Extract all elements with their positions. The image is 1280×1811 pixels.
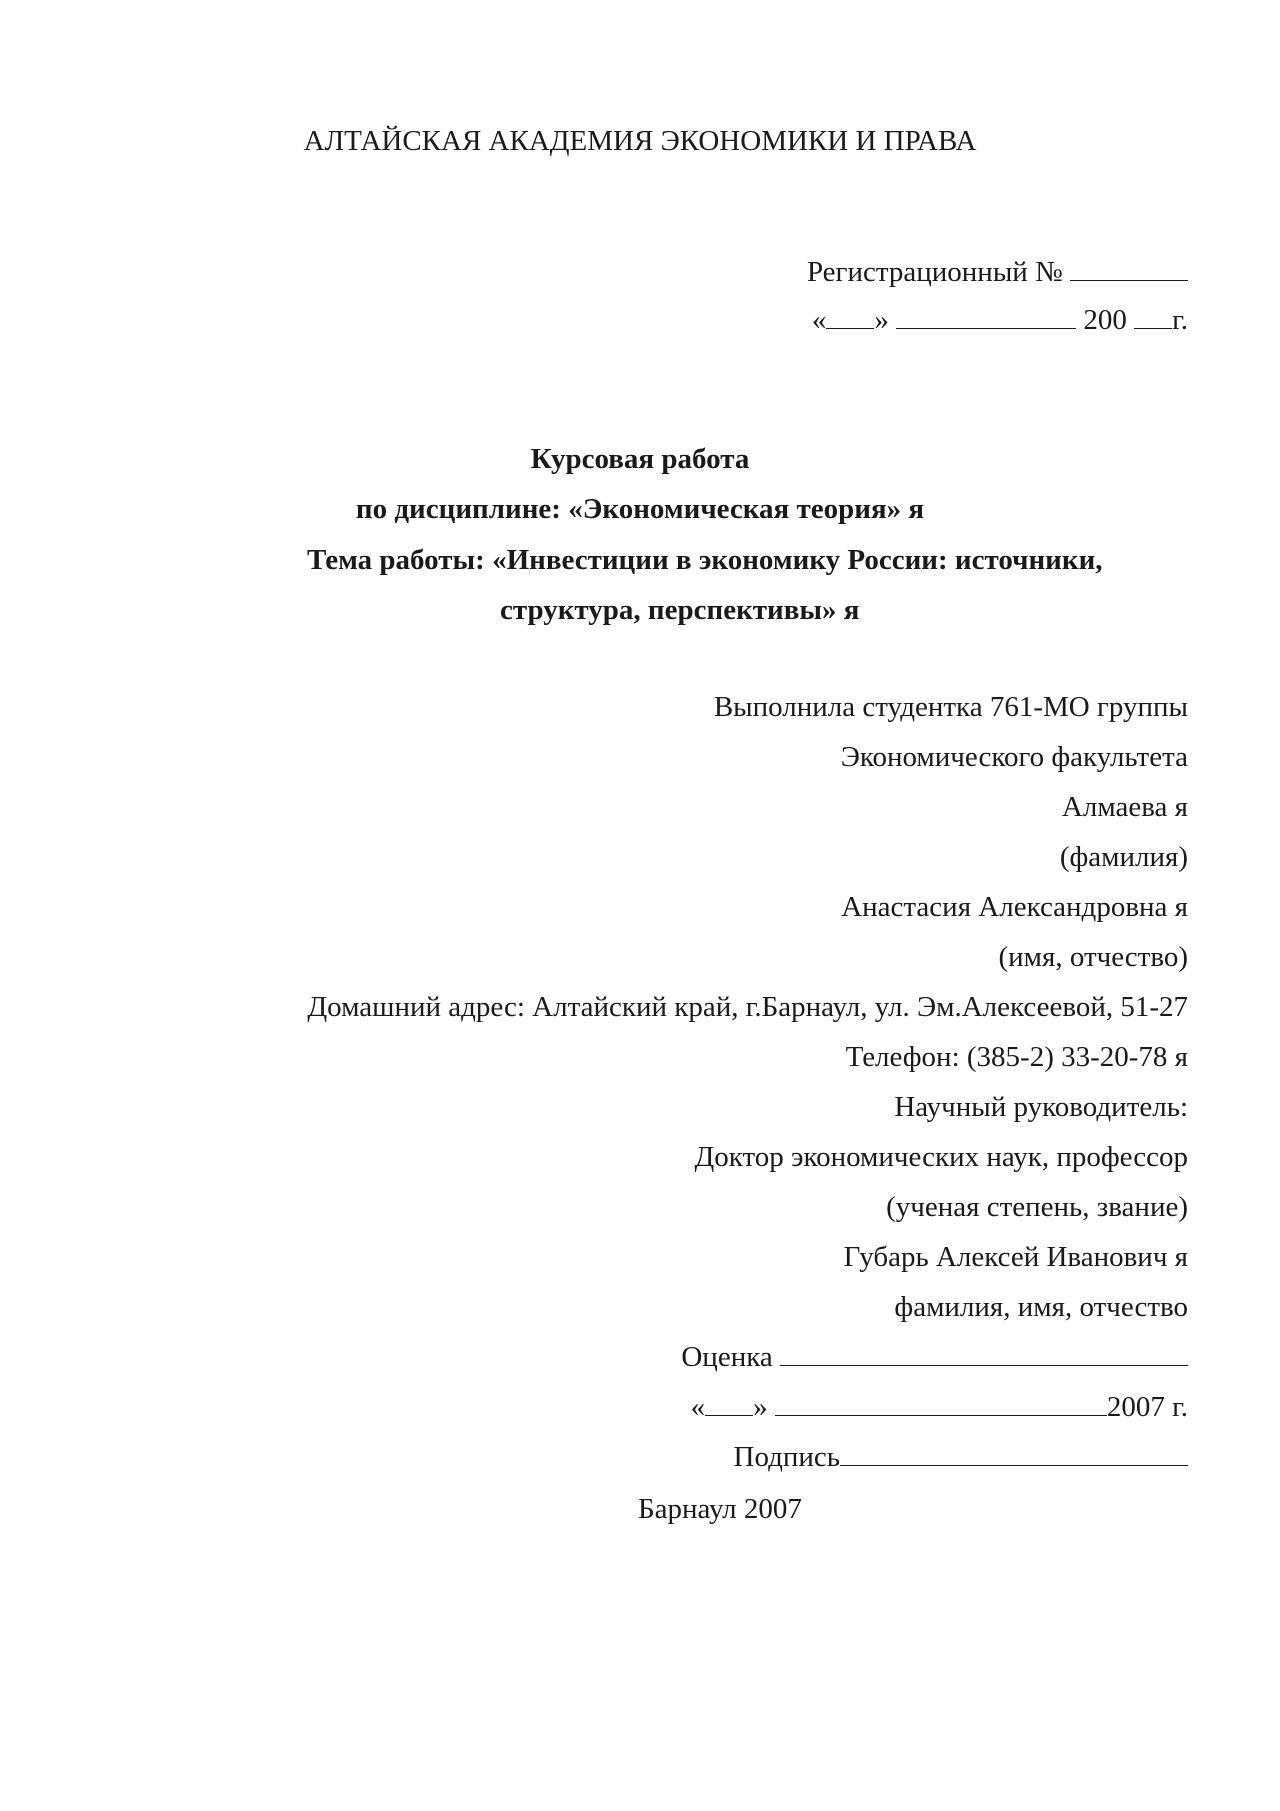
student-address: Домашний адрес: Алтайский край, г.Барнаул, ул. Эм.Алексеевой, 51-27 [307,991,1188,1023]
assessment-quote-close: » [753,1391,768,1423]
assessment-year: 2007 г. [1106,1391,1188,1423]
registration-number-blank [1070,256,1188,281]
supervisor-name: Губарь Алексей Иванович я [843,1241,1188,1273]
grade-blank [780,1341,1188,1366]
supervisor-label: Научный руководитель: [894,1091,1188,1123]
assessment-quote-open: « [690,1391,706,1423]
assessment-day-blank [705,1391,753,1416]
student-phone: Телефон: (385-2) 33-20-78 я [845,1041,1188,1073]
signature-line [734,1440,1189,1474]
assessment-date-line [691,1390,1188,1424]
student-name: Анастасия Александровна я [841,891,1188,923]
work-discipline: по дисциплине: «Экономическая теория» я [355,493,925,525]
work-topic-line-2: структура, перспективы» я [500,594,860,626]
grade-label: Оценка [681,1341,773,1373]
student-surname-caption: (фамилия) [1059,841,1188,873]
registration-number-line [807,255,1188,289]
institution-title: АЛТАЙСКАЯ АКАДЕМИЯ ЭКОНОМИКИ И ПРАВА [303,125,977,157]
registration-quote-close: » [874,304,889,336]
supervisor-degree: Доктор экономических наук, профессор [694,1141,1188,1173]
registration-quote-open: « [811,304,827,336]
footer-city-year: Барнаул 2007 [638,1493,802,1525]
supervisor-name-caption: фамилия, имя, отчество [894,1291,1188,1323]
student-performed-by: Выполнила студентка 761-МО группы [713,691,1188,723]
signature-blank [840,1441,1188,1466]
work-topic-line-1: Тема работы: «Инвестиции в экономику России: источники, [307,544,1103,576]
student-surname: Алмаева я [1061,791,1188,823]
student-name-caption: (имя, отчество) [998,941,1188,973]
assessment-month-blank [775,1391,1107,1416]
registration-month-blank [896,304,1076,329]
registration-year-suffix: г. [1172,304,1188,336]
registration-year-prefix: 200 [1083,304,1127,336]
registration-label: Регистрационный № [806,256,1063,288]
registration-year-blank [1134,304,1172,329]
grade-line [681,1340,1188,1374]
signature-label: Подпись [733,1441,840,1473]
registration-date-line [812,303,1188,337]
supervisor-degree-caption: (ученая степень, звание) [886,1191,1188,1223]
work-type: Курсовая работа [530,443,750,475]
student-faculty: Экономического факультета [840,741,1188,773]
registration-day-blank [826,304,874,329]
